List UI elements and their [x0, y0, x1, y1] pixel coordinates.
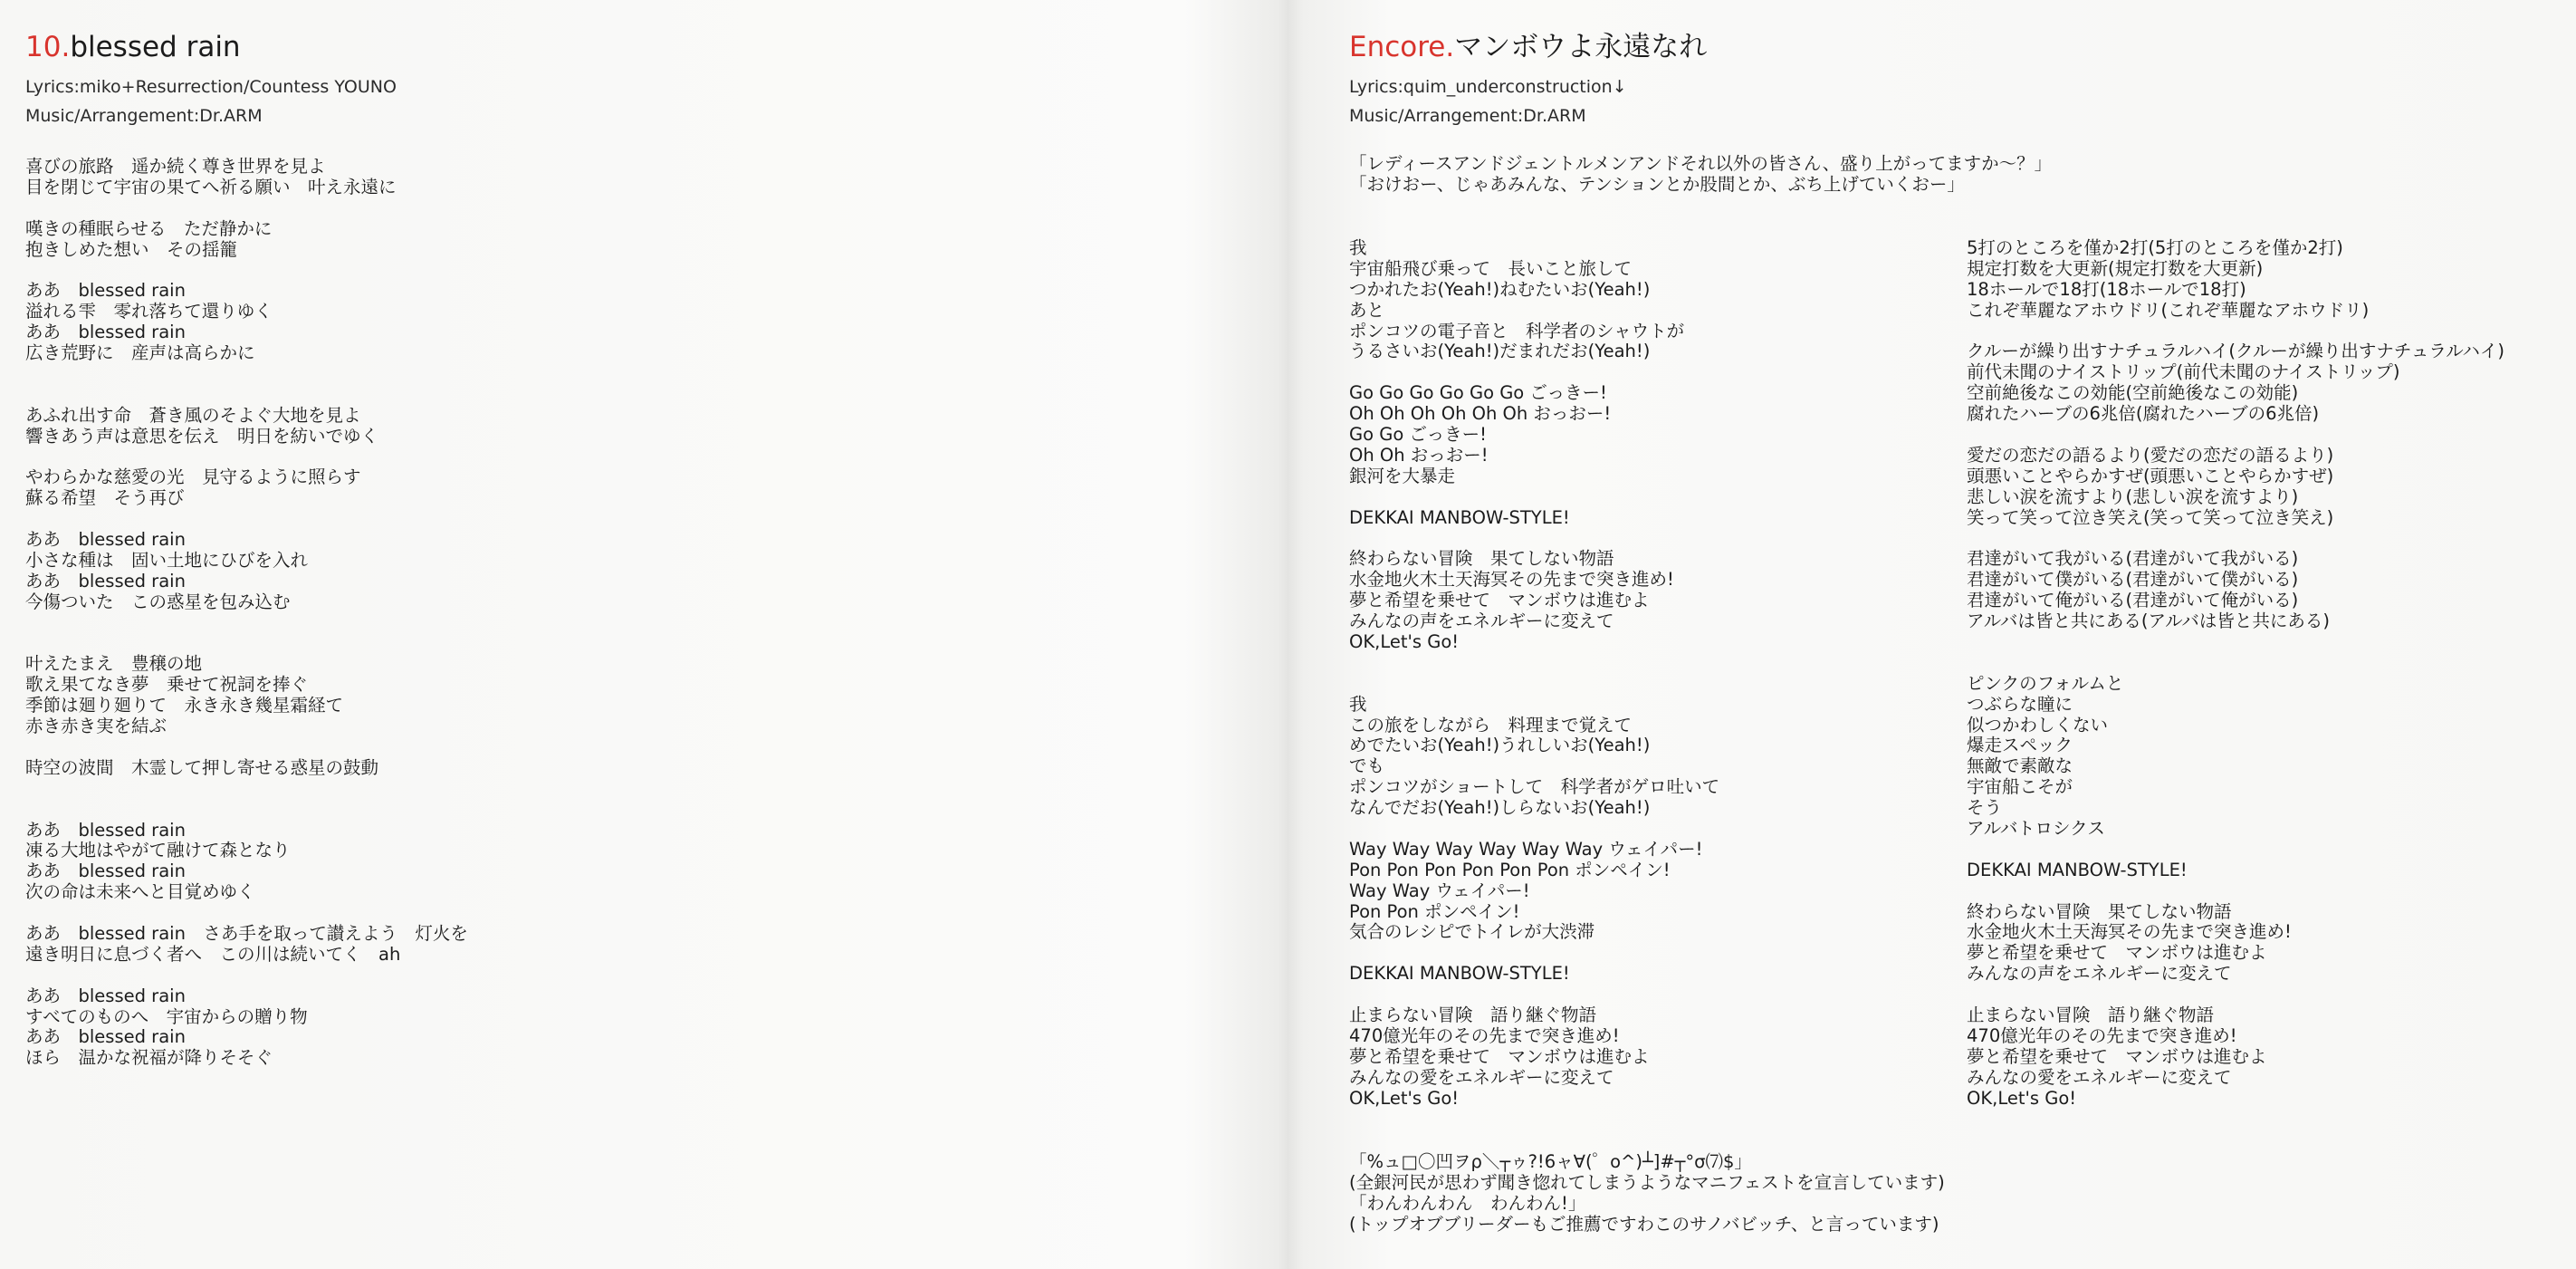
- lyric-line: 夢と希望を乗せて マンボウは進むよ: [1349, 590, 1650, 611]
- lyric-line: 君達がいて僕がいる(君達がいて僕がいる): [1967, 569, 2299, 591]
- lyric-line: 夢と希望を乗せて マンボウは進むよ: [1349, 1045, 1650, 1067]
- lyric-line: 「レディースアンドジェントルメンアンドそれ以外の皆さん、盛り上がってますか～？」: [1349, 153, 2053, 174]
- lyric-line: 夢と希望を乗せて マンボウは進むよ: [1967, 942, 2267, 964]
- stanza: [1349, 695, 1719, 819]
- lyric-line: みんなの声をエネルギーに変えて: [1349, 610, 1614, 632]
- stanza: [25, 986, 468, 1070]
- lyric-line: ああ blessed rain: [25, 819, 186, 841]
- lyric-line: 我: [1349, 693, 1367, 715]
- stanza: [1349, 964, 1719, 985]
- lyric-line: つかれたお(Yeah!)ねむたいお(Yeah!): [1349, 278, 1651, 300]
- music-credit: Music/Arrangement:Dr.ARM: [1349, 106, 1586, 126]
- lyric-line: つぶらな瞳に: [1967, 693, 2073, 715]
- lyrics-credit: Lyrics:quim_underconstruction↓: [1349, 77, 1627, 97]
- lyric-line: 空前絶後なこの効能(空前絶後なこの効能): [1967, 382, 2299, 404]
- lyric-line: Oh Oh おっおー!: [1349, 444, 1489, 466]
- lyric-line: ポンコツの電子音と 科学者のシャウトが: [1349, 320, 1685, 341]
- stanza: [25, 157, 468, 198]
- lyric-line: 5打のところを僅か2打(5打のところを僅か2打): [1967, 237, 2343, 258]
- lyric-line: 「%ュ□〇凹ヲρ＼┬ゥ?!6ャ∀(゜o^)┴]#┬°σ⑺$」: [1349, 1151, 1752, 1172]
- stanza: [1349, 840, 1719, 943]
- lyric-line: ああ blessed rain: [25, 322, 186, 343]
- lyric-line: 凍る大地はやがて融けて森となり: [25, 840, 291, 861]
- lyric-line: やわらかな慈愛の光 見守るように照らす: [25, 466, 361, 488]
- lyric-line: 470億光年のその先まで突き進め!: [1967, 1024, 2237, 1046]
- lyric-line: 広き荒野に 産声は高らかに: [25, 342, 255, 364]
- lyric-line: でも: [1349, 755, 1385, 777]
- lyric-line: DEKKAI MANBOW-STYLE!: [1349, 963, 1570, 985]
- lyrics-column-right: [1967, 238, 2504, 1130]
- stanza: [1967, 1005, 2504, 1109]
- lyric-line: この旅をしながら 料理まで覚えて: [1349, 714, 1633, 735]
- lyric-line: うるさいお(Yeah!)だまれだお(Yeah!): [1349, 341, 1651, 362]
- lyric-line: ああ blessed rain: [25, 985, 186, 1006]
- stanza: [1967, 549, 2504, 632]
- lyric-line: 「わんわんわん わんわん!」: [1349, 1192, 1586, 1214]
- lyric-line: ほら 温かな祝福が降りそそぐ: [25, 1047, 273, 1069]
- lyric-line: (全銀河民が思わず聞き惚れてしまうようなマニフェストを宣言しています): [1349, 1171, 1945, 1193]
- stanza: [25, 758, 468, 779]
- lyric-line: みんなの愛をエネルギーに変えて: [1967, 1066, 2232, 1088]
- lyric-line: 今傷ついた この惑星を包み込む: [25, 591, 291, 612]
- stanza: [1349, 1005, 1719, 1109]
- lyric-line: 銀河を大暴走: [1349, 465, 1456, 486]
- intro-dialogue: [1349, 154, 2052, 196]
- right-page: [1349, 27, 2553, 1241]
- lyric-line: 夢と希望を乗せて マンボウは進むよ: [1967, 1045, 2267, 1067]
- lyric-line: これぞ華麗なアホウドリ(これぞ華麗なアホウドリ): [1967, 299, 2370, 321]
- lyrics-block: [25, 157, 468, 1090]
- stanza: [1967, 238, 2504, 322]
- lyric-line: 目を閉じて宇宙の果てへ祈る願い 叶え永遠に: [25, 176, 397, 197]
- lyric-line: 我: [1349, 237, 1367, 258]
- lyric-line: 愛だの恋だの語るより(愛だの恋だの語るより): [1967, 444, 2334, 466]
- lyric-line: 止まらない冒険 語り継ぐ物語: [1349, 1004, 1597, 1025]
- song-title: [1349, 27, 2553, 67]
- lyric-line: 嘆きの種眠らせる ただ静かに: [25, 217, 273, 239]
- lyric-line: (トップオブブリーダーもご推薦ですわこのサノバビッチ、と言っています): [1349, 1213, 1939, 1235]
- lyric-line: 規定打数を大更新(規定打数を大更新): [1967, 257, 2264, 279]
- stanza: [25, 821, 468, 904]
- lyric-line: あと: [1349, 299, 1385, 321]
- credits: [1349, 72, 2553, 130]
- outro-dialogue: [1349, 1152, 1945, 1235]
- track-title: blessed rain: [70, 31, 241, 63]
- lyrics-credit: Lyrics:miko+Resurrection/Countess YOUNO: [25, 77, 397, 97]
- stanza: [25, 654, 468, 737]
- lyric-line: 終わらない冒険 果てしない物語: [1967, 900, 2232, 922]
- lyric-line: Go Go ごっきー!: [1349, 424, 1487, 446]
- lyric-line: ああ blessed rain: [25, 529, 186, 551]
- track-number: Encore.: [1349, 31, 1455, 63]
- lyric-line: Pon Pon Pon Pon Pon Pon ポンペイン!: [1349, 859, 1671, 880]
- lyric-line: ああ blessed rain: [25, 860, 186, 882]
- lyric-line: 前代未聞のナイストリップ(前代未聞のナイストリップ): [1967, 361, 2400, 383]
- track-title: マンボウよ永遠なれ: [1454, 31, 1708, 63]
- stanza: [25, 467, 468, 509]
- lyric-line: 時空の波間 木霊して押し寄せる惑星の鼓動: [25, 756, 379, 778]
- lyric-line: Pon Pon ポンペイン!: [1349, 900, 1520, 922]
- lyric-line: 似つかわしくない: [1967, 714, 2109, 735]
- stanza: [25, 406, 468, 447]
- lyric-line: あふれ出す命 蒼き風のそよぐ大地を見よ: [25, 404, 361, 426]
- stanza: [1349, 238, 1719, 362]
- lyric-line: 470億光年のその先まで突き進め!: [1349, 1024, 1620, 1046]
- lyric-line: ポンコツがショートして 科学者がゲロ吐いて: [1349, 776, 1720, 798]
- lyric-line: 気合のレシピでトイレが大渋滞: [1349, 921, 1595, 943]
- track-number: 10.: [25, 31, 71, 63]
- lyric-line: みんなの愛をエネルギーに変えて: [1349, 1066, 1614, 1088]
- lyric-line: すべてのものへ 宇宙からの贈り物: [25, 1005, 308, 1027]
- lyric-line: アルバトロシクス: [1967, 817, 2105, 839]
- lyric-line: 腐れたハーブの6兆倍(腐れたハーブの6兆倍): [1967, 403, 2320, 425]
- lyric-line: 水金地火木土天海冥その先まで突き進め!: [1349, 569, 1674, 591]
- lyric-line: 悲しい涙を流すより(悲しい涙を流すより): [1967, 485, 2299, 507]
- left-page: [25, 27, 1230, 1241]
- lyric-line: 宇宙船飛び乗って 長いこと旅して: [1349, 257, 1633, 279]
- lyric-line: 終わらない冒険 果てしない物語: [1349, 548, 1614, 570]
- stanza: [25, 530, 468, 613]
- lyric-line: 水金地火木土天海冥その先まで突き進め!: [1967, 921, 2292, 943]
- lyric-line: 止まらない冒険 語り継ぐ物語: [1967, 1004, 2215, 1025]
- lyric-line: みんなの声をエネルギーに変えて: [1967, 963, 2232, 985]
- music-credit: Music/Arrangement:Dr.ARM: [25, 106, 263, 126]
- lyric-line: 季節は廻り廻りて 永き永き幾星霜経て: [25, 695, 344, 716]
- lyric-line: ああ blessed rain: [25, 1026, 186, 1048]
- lyric-line: 遠き明日に息づく者へ この川は続いてく ah: [25, 943, 401, 965]
- lyric-line: DEKKAI MANBOW-STYLE!: [1349, 506, 1570, 528]
- stanza: [25, 219, 468, 261]
- stanza: [1967, 446, 2504, 529]
- lyric-line: そう: [1967, 797, 2003, 819]
- lyrics-column-left: [1349, 238, 1719, 1130]
- lyric-line: 宇宙船こそが: [1967, 776, 2073, 798]
- stanza: [1967, 674, 2504, 840]
- stanza: [1967, 341, 2504, 425]
- lyric-line: 蘇る希望 そう再び: [25, 487, 185, 509]
- lyric-line: 赤き赤き実を結ぶ: [25, 716, 168, 737]
- lyric-line: 君達がいて我がいる(君達がいて我がいる): [1967, 548, 2299, 570]
- lyric-line: OK,Let's Go!: [1349, 1087, 1460, 1109]
- lyric-line: 響きあう声は意思を伝え 明日を紡いでゆく: [25, 425, 379, 447]
- lyric-line: めでたいお(Yeah!)うれしいお(Yeah!): [1349, 735, 1651, 756]
- stanza: [1967, 902, 2504, 985]
- song-title: [25, 27, 1230, 67]
- stanza: [25, 924, 468, 966]
- lyric-line: ああ blessed rain さあ手を取って讃えよう 灯火を: [25, 923, 468, 944]
- lyric-line: 18ホールで18打(18ホールで18打): [1967, 278, 2246, 300]
- stanza: [1349, 549, 1719, 652]
- stanza: [25, 281, 468, 364]
- credits: [25, 72, 1230, 130]
- lyric-line: ああ blessed rain: [25, 280, 186, 302]
- lyric-line: Way Way ウェイパー!: [1349, 880, 1530, 901]
- lyric-line: 喜びの旅路 遥か続く尊き世界を見よ: [25, 156, 326, 177]
- stanza: [1967, 860, 2504, 881]
- lyric-line: OK,Let's Go!: [1967, 1087, 2077, 1109]
- lyric-line: なんでだお(Yeah!)しらないお(Yeah!): [1349, 797, 1651, 819]
- lyric-line: 抱きしめた想い その揺籠: [25, 238, 238, 260]
- lyric-line: Go Go Go Go Go Go ごっきー!: [1349, 382, 1607, 404]
- lyric-line: DEKKAI MANBOW-STYLE!: [1967, 859, 2188, 880]
- lyric-line: 爆走スペック: [1967, 735, 2073, 756]
- lyric-line: 歌え果てなき夢 乗せて祝詞を捧ぐ: [25, 674, 309, 696]
- stanza: [1349, 383, 1719, 486]
- lyric-line: Oh Oh Oh Oh Oh Oh おっおー!: [1349, 403, 1612, 425]
- lyric-line: 次の命は未来へと目覚めゆく: [25, 881, 255, 903]
- lyric-line: アルバは皆と共にある(アルバは皆と共にある): [1967, 610, 2330, 632]
- lyric-line: OK,Let's Go!: [1349, 630, 1460, 652]
- lyric-line: 叶えたまえ 豊穣の地: [25, 653, 203, 675]
- lyric-line: 頭悪いことやらかすぜ(頭悪いことやらかすぜ): [1967, 465, 2334, 486]
- lyric-line: 小さな種は 固い土地にひびを入れ: [25, 549, 309, 571]
- lyric-line: 「おけおー、じゃあみんな、テンションとか股間とか、ぶち上げていくおー」: [1349, 173, 1965, 195]
- lyric-line: 溢れる雫 零れ落ちて還りゆく: [25, 301, 273, 322]
- lyric-line: ああ blessed rain: [25, 570, 186, 591]
- lyric-line: 笑って笑って泣き笑え(笑って笑って泣き笑え): [1967, 506, 2334, 528]
- stanza: [1349, 508, 1719, 529]
- lyric-line: 君達がいて俺がいる(君達がいて俺がいる): [1967, 590, 2299, 611]
- lyric-line: Way Way Way Way Way Way ウェイパー!: [1349, 838, 1703, 860]
- lyric-line: ピンクのフォルムと: [1967, 672, 2124, 694]
- lyric-line: 無敵で素敵な: [1967, 755, 2073, 777]
- lyric-line: クルーが繰り出すナチュラルハイ(クルーが繰り出すナチュラルハイ): [1967, 341, 2504, 362]
